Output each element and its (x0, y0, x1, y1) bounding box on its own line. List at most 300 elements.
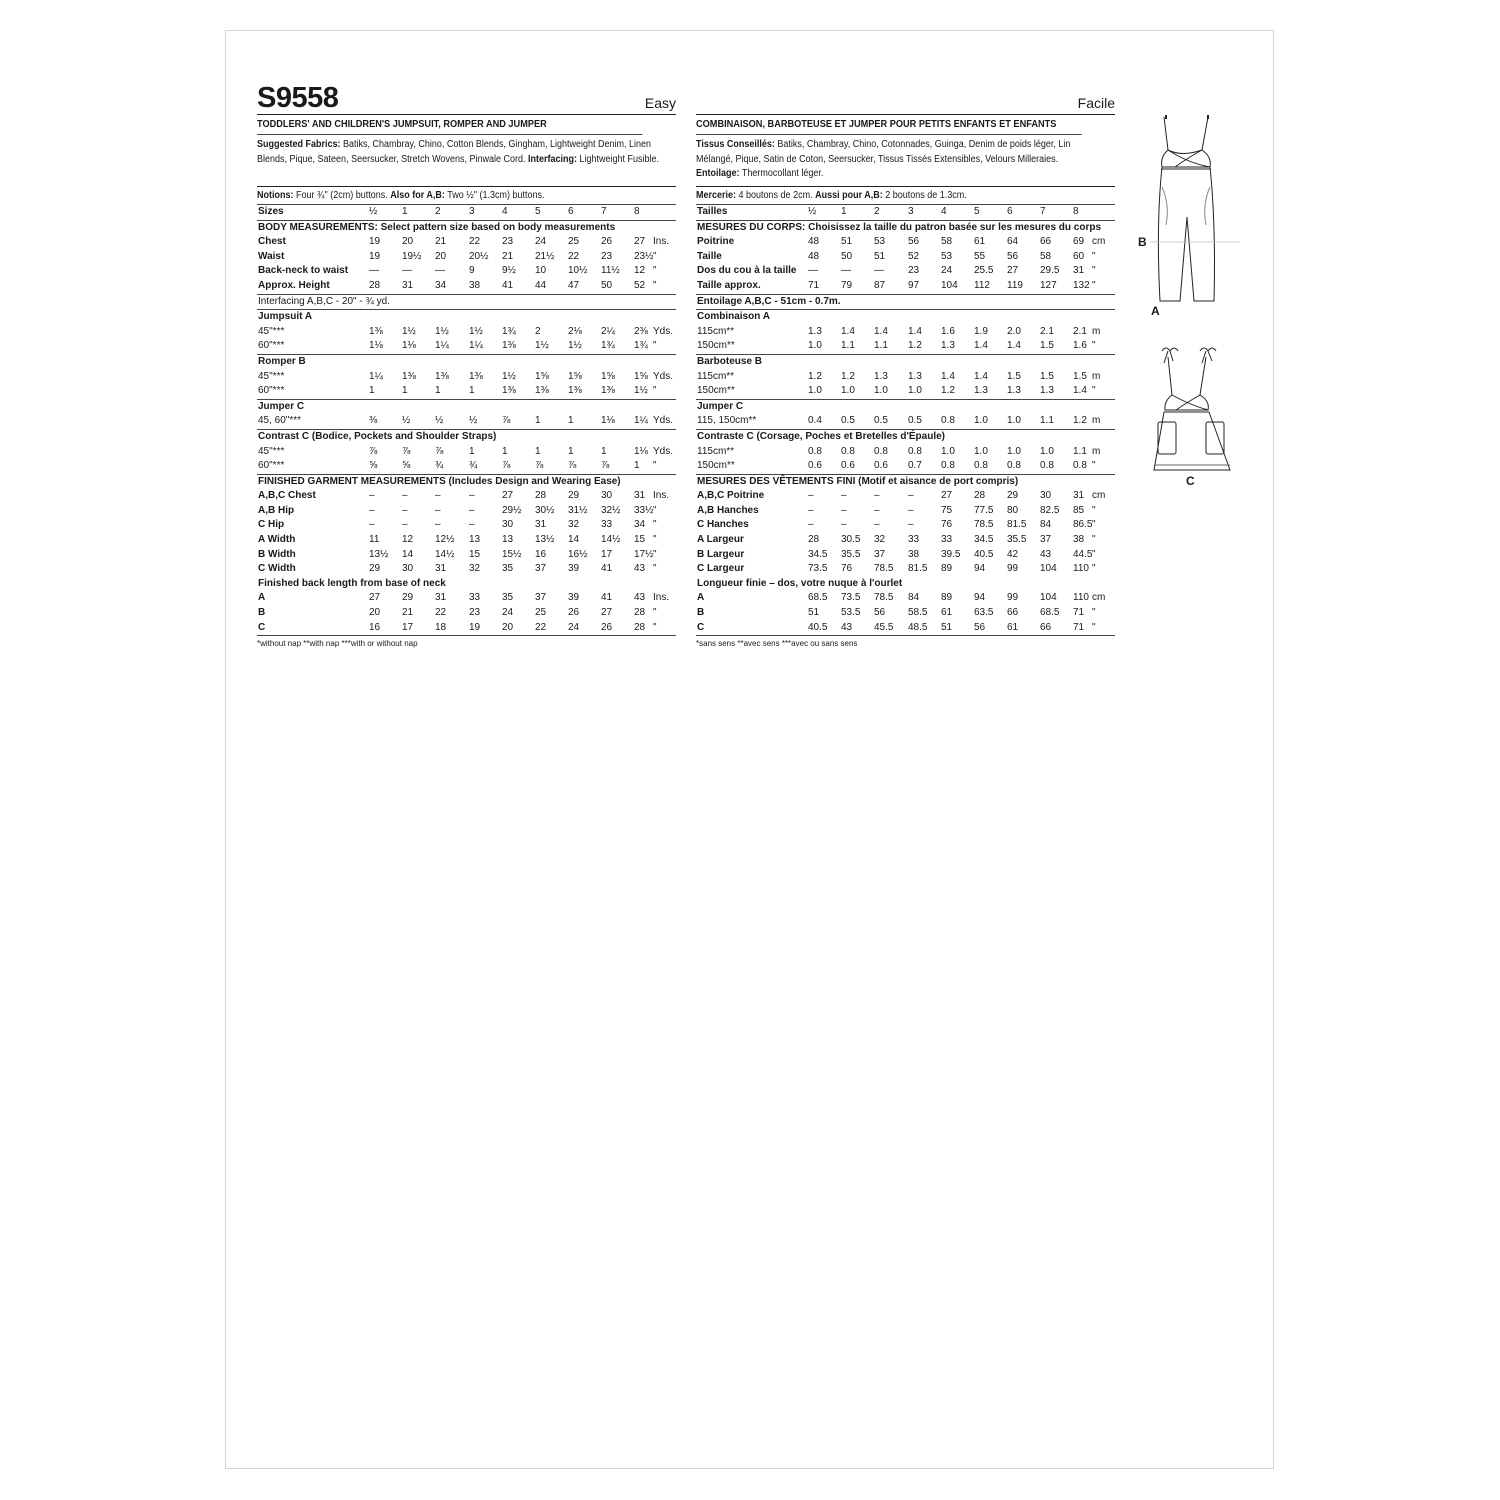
fr-table-cell: 33 (908, 534, 920, 546)
en-table-cell: – (435, 504, 441, 516)
fr-table-cell: – (874, 490, 880, 502)
fr-table-cell: 1.1 (841, 340, 855, 352)
en-table-cell: 1⅜ (601, 385, 615, 397)
fr-table-row (696, 591, 1115, 606)
fr-table-row (696, 384, 1115, 400)
en-table-cell: 28 (535, 490, 547, 502)
en-table-row (257, 533, 676, 548)
view-a-label: A (1151, 304, 1160, 318)
en-table-cell: 1 (469, 445, 475, 457)
en-table-row (257, 504, 676, 519)
en-table-cell: 33 (601, 519, 613, 531)
en-table-cell: 1¼ (634, 415, 648, 427)
en-table-cell: 1½ (502, 370, 516, 382)
fr-table-cell: 82.5 (1040, 504, 1060, 516)
fr-table-cell: 56 (974, 621, 986, 633)
en-table-unit: " (653, 534, 657, 546)
fr-table-unit: " (1092, 265, 1096, 277)
interfacing-text: Lightweight Fusible. (576, 153, 660, 165)
fr-table-row-label: C Hanches (697, 519, 749, 531)
fr-table-cell: 28 (808, 534, 820, 546)
fr-table-cell: 1.4 (841, 325, 855, 337)
en-table-cell: 21 (435, 236, 447, 248)
fr-table-cell: 31 (1073, 490, 1085, 502)
fr-table-row (696, 295, 1115, 311)
en-table-cell: 12½ (435, 534, 455, 546)
fr-table-cell: 61 (974, 236, 986, 248)
en-table-cell: 8 (634, 206, 640, 217)
fr-table-unit: " (1092, 460, 1096, 472)
en-table-cell: 44 (535, 279, 547, 291)
en-table-cell: 34 (634, 519, 646, 531)
en-table-cell: 31 (402, 279, 414, 291)
fr-table-cell: 1.4 (941, 370, 955, 382)
en-table-cell: 1⅜ (435, 370, 449, 382)
en-table-cell: 1¼ (469, 340, 483, 352)
en-table-cell: 21 (502, 250, 514, 262)
fr-table-cell: 132 (1073, 279, 1090, 291)
en-table-cell: 15 (469, 548, 481, 560)
fr-table-cell: 104 (941, 279, 958, 291)
fr-table-cell: 1.1 (1073, 445, 1087, 457)
en-table-cell: 27 (502, 490, 514, 502)
fr-table-cell: 0.8 (1073, 460, 1087, 472)
fr-table-cell: 104 (1040, 563, 1057, 575)
en-table-row-label: Chest (258, 236, 286, 248)
fr-table-cell: 0.8 (941, 415, 955, 427)
notions-also-text-fr: 2 boutons de 1.3cm. (882, 190, 967, 201)
en-table-cell: 2¼ (601, 325, 615, 337)
fr-table-cell: 32 (874, 534, 886, 546)
en-table-cell: 33½ (634, 504, 654, 516)
fr-table-cell: 94 (974, 563, 986, 575)
fr-table-cell: – (808, 519, 814, 531)
en-table-cell: ⅞ (568, 460, 577, 472)
fr-table-row-label: B (697, 607, 705, 619)
fr-table-unit: " (1092, 279, 1096, 291)
en-table-cell: 5 (535, 206, 541, 217)
en-table-cell: – (469, 519, 475, 531)
en-table-row-label: 60"*** (258, 340, 285, 352)
fr-table-cell: 1.0 (808, 340, 822, 352)
en-table-cell: 1⅜ (568, 385, 582, 397)
en-table-cell: 1 (469, 385, 475, 397)
en-table-cell: 21½ (535, 250, 555, 262)
en-table-cell: 41 (601, 592, 613, 604)
en-table-cell: 27 (601, 607, 613, 619)
en-table-unit: " (653, 607, 657, 619)
fr-table-cell: 5 (974, 206, 980, 217)
en-table-cell: 32½ (601, 504, 621, 516)
en-table-row-label: C Hip (258, 519, 285, 531)
en-table-cell: 1 (535, 415, 541, 427)
fr-table-unit: " (1092, 607, 1096, 619)
en-table-cell: 25 (535, 607, 547, 619)
en-table-cell: – (435, 519, 441, 531)
fr-table-cell: 55 (974, 250, 986, 262)
fr-table-cell: 61 (941, 607, 953, 619)
jumper-c-drawing (1154, 348, 1230, 470)
fr-table-cell: 66 (1007, 607, 1019, 619)
en-table-row (257, 591, 676, 606)
notions-also-label: Also for A,B: (390, 190, 445, 201)
fr-table-unit: " (1092, 563, 1096, 575)
fr-table-row (696, 310, 1115, 325)
fr-table-cell: 1.5 (1040, 340, 1054, 352)
en-table-cell: 43 (634, 592, 646, 604)
notions-also-label-fr: Aussi pour A,B: (815, 190, 883, 201)
fr-table-cell: 1.4 (908, 325, 922, 337)
interfacing-label-fr: Entoilage: (696, 168, 740, 179)
fr-table-cell: 1.0 (874, 385, 888, 397)
fr-table-unit: cm (1092, 490, 1106, 502)
en-table-row (257, 310, 676, 325)
fr-table-cell: 0.8 (974, 460, 988, 472)
en-table-cell: ⅝ (369, 460, 378, 472)
fr-table-cell: 73.5 (808, 563, 828, 575)
fr-table-cell: 84 (908, 592, 920, 604)
fr-table-cell: 27 (941, 490, 953, 502)
fr-table-row-label: Dos du cou à la taille (697, 265, 797, 277)
fr-table-cell: 68.5 (1040, 607, 1060, 619)
fr-table-row (696, 339, 1115, 355)
fr-table-row-label: Contraste C (Corsage, Poches et Bretelles d'Épaule) (697, 430, 946, 442)
fr-table-cell: 66 (1040, 621, 1052, 633)
en-table-unit: Ins. (653, 490, 670, 502)
en-table-unit: Yds. (653, 370, 674, 382)
en-table-row (257, 606, 676, 621)
interfacing-text-fr: Thermocollant léger. (739, 168, 824, 179)
en-table-cell: 18 (435, 621, 447, 633)
en-table-cell: 31½ (568, 504, 588, 516)
fr-table-cell: – (908, 490, 914, 502)
en-table-cell: 47 (568, 279, 580, 291)
fr-table-cell: 81.5 (908, 563, 928, 575)
en-table-row (257, 384, 676, 400)
en-table-row-label: Interfacing A,B,C - 20" - ¾ yd. (258, 295, 390, 307)
en-table-cell: 1 (535, 445, 541, 457)
fr-table-cell: 0.4 (808, 415, 822, 427)
en-table-cell: 1⅛ (601, 415, 615, 427)
fr-table-cell: 0.6 (874, 460, 888, 472)
fr-table-cell: 58 (941, 236, 953, 248)
en-table-cell: 2⅛ (568, 325, 582, 337)
en-table-row-label: FINISHED GARMENT MEASUREMENTS (Includes Design and Wearing Ease) (258, 475, 621, 487)
en-table-cell: ⅞ (402, 445, 411, 457)
en-table-cell: 1⅛ (369, 340, 383, 352)
en-table-cell: 28 (634, 621, 646, 633)
fr-table-row (696, 533, 1115, 548)
fr-table-cell: 71 (1073, 607, 1085, 619)
fr-table-row-label: 115cm** (697, 325, 735, 337)
en-table-cell: 2⅜ (634, 325, 648, 337)
en-table-cell: 22 (535, 621, 547, 633)
en-table-cell: – (369, 490, 375, 502)
fr-table-row-label: 115cm** (697, 445, 735, 457)
fr-table-cell: 1.2 (841, 370, 855, 382)
fr-table-row (696, 459, 1115, 475)
fr-table-cell: 89 (941, 592, 953, 604)
garment-illustrations (1130, 105, 1250, 505)
en-table-cell: ½ (402, 415, 411, 427)
fr-table-cell: 45.5 (874, 621, 894, 633)
en-table-row (257, 621, 676, 637)
en-table-row (257, 339, 676, 355)
fr-table-cell: 0.6 (808, 460, 822, 472)
fr-table-cell: 51 (841, 236, 853, 248)
fr-table-cell: 1.4 (874, 325, 888, 337)
en-table-cell: 20 (402, 236, 414, 248)
en-table-unit: Ins. (653, 236, 670, 248)
fr-table-row (696, 325, 1115, 340)
en-table-row-label: A,B,C Chest (258, 490, 316, 502)
fr-table-cell: 76 (841, 563, 853, 575)
fr-table-cell: 1.3 (874, 370, 888, 382)
fr-table-cell: 64 (1007, 236, 1019, 248)
fr-table-cell: 78.5 (874, 592, 894, 604)
fr-table-cell: 1.0 (1007, 415, 1021, 427)
fr-table-cell: 23 (908, 265, 920, 277)
en-table-cell: – (469, 490, 475, 502)
en-table-cell: 19 (369, 250, 381, 262)
en-table-cell: 11 (369, 534, 380, 546)
fr-table-cell: – (841, 504, 847, 516)
en-table-cell: 1½ (634, 385, 648, 397)
fr-table-cell: 3 (908, 206, 914, 217)
fr-table-cell: 7 (1040, 206, 1046, 217)
en-table-cell: ½ (435, 415, 444, 427)
en-table-cell: 13 (502, 534, 514, 546)
notions-fr (696, 187, 1115, 205)
en-table-row-label: B Width (258, 548, 296, 560)
en-table-cell: 10½ (568, 265, 588, 277)
en-table-row (257, 400, 676, 415)
en-table-cell: 1⅝ (535, 370, 549, 382)
fr-table-cell: 43 (841, 621, 853, 633)
fr-table-cell: 53 (941, 250, 953, 262)
en-table-cell: 41 (601, 563, 613, 575)
en-table-cell: 1¾ (502, 325, 516, 337)
en-table-row (257, 370, 676, 385)
fr-table-cell: 1.0 (974, 445, 988, 457)
fr-table-cell: – (874, 519, 880, 531)
en-table-row-label: 45, 60"*** (258, 415, 302, 427)
en-table-unit: " (653, 519, 657, 531)
fr-table-cell: 0.8 (1040, 460, 1054, 472)
fr-table-row (696, 504, 1115, 519)
fr-table-cell: 2 (874, 206, 880, 217)
notions-also-text: Two ½" (1.3cm) buttons. (444, 190, 545, 201)
fr-table-cell: 87 (874, 279, 886, 291)
fr-table-cell: 73.5 (841, 592, 861, 604)
fr-table-cell: 0.5 (874, 415, 888, 427)
en-table-cell: 31 (634, 490, 646, 502)
fr-table-cell: 27 (1007, 265, 1019, 277)
fr-table-row-label: C Largeur (697, 563, 745, 575)
fr-table-cell: 1.0 (908, 385, 922, 397)
fr-table-row (696, 562, 1115, 577)
fabrics-text-1: Batiks, Chambray, Chino, Cotton Blends, Gingham, Lightweight Denim, Linen (340, 139, 652, 150)
fr-table-row (696, 400, 1115, 415)
en-table-row-label: BODY MEASUREMENTS: Select pattern size based on body measurements (258, 221, 616, 233)
en-table-cell: 3 (469, 206, 475, 217)
fr-table-row-label: B Largeur (697, 548, 745, 560)
en-table-cell: 32 (568, 519, 580, 531)
fr-table-cell: 104 (1040, 592, 1057, 604)
fr-table-cell: 78.5 (874, 563, 894, 575)
en-table-cell: 14½ (435, 548, 455, 560)
fr-table-cell: – (908, 504, 914, 516)
en-table-cell: 27 (634, 236, 646, 248)
fr-table-cell: 0.8 (841, 445, 855, 457)
suggested-fabrics-fr (696, 135, 1115, 187)
fr-table-cell: 29 (1007, 490, 1019, 502)
en-table-cell: 20½ (469, 250, 489, 262)
en-table-row-label: A Width (258, 534, 296, 546)
fr-table-cell: 31 (1073, 265, 1085, 277)
fr-table-cell: 112 (974, 279, 990, 291)
en-table-cell: 30 (402, 563, 414, 575)
fr-table-cell: 1.3 (1007, 385, 1021, 397)
en-table-cell: 2 (435, 206, 441, 217)
french-header (696, 84, 1115, 115)
en-table-cell: 4 (502, 206, 508, 217)
en-table-cell: 35 (502, 563, 514, 575)
fr-table-row (696, 205, 1115, 221)
en-table-cell: 1 (634, 460, 640, 472)
en-table-row (257, 205, 676, 221)
en-table-row-label: 45"*** (258, 370, 285, 382)
en-table-cell: 30 (601, 490, 613, 502)
en-table-cell: 22 (469, 236, 481, 248)
notions-text: Four ¾" (2cm) buttons. (293, 190, 391, 201)
en-table-unit: " (653, 621, 657, 633)
fr-table-cell: 51 (941, 621, 953, 633)
en-table-row-label: Back-neck to waist (258, 265, 349, 277)
fr-table-row (696, 606, 1115, 621)
en-table-unit: " (653, 340, 657, 352)
fr-table-row-label: Poitrine (697, 236, 735, 248)
fr-table-cell: 2.1 (1073, 325, 1087, 337)
en-table-cell: 30 (502, 519, 514, 531)
en-table-cell: – (435, 490, 441, 502)
en-table-cell: 9 (469, 265, 475, 277)
en-table-cell: ⅝ (402, 460, 411, 472)
en-table-cell: 1¾ (601, 340, 615, 352)
fr-table-cell: 110 (1073, 563, 1089, 575)
en-table-cell: 11½ (601, 265, 620, 277)
en-table-cell: ¾ (469, 460, 478, 472)
en-table-cell: ⅞ (435, 445, 444, 457)
fr-table-unit: cm (1092, 592, 1106, 604)
fr-table-row-label: 150cm** (697, 340, 735, 352)
en-table-cell: 28 (634, 607, 646, 619)
fr-table-unit: cm (1092, 236, 1106, 248)
fr-table-cell: 40.5 (974, 548, 994, 560)
fr-table-cell: 37 (874, 548, 886, 560)
fr-table-row (696, 250, 1115, 265)
fr-table-row-label: MESURES DES VÊTEMENTS FINI (Motif et aisance de port compris) (697, 475, 1019, 487)
fr-table-cell: 34.5 (974, 534, 994, 546)
fr-table-row (696, 489, 1115, 504)
fr-table-row (696, 430, 1115, 445)
fr-table-row (696, 370, 1115, 385)
fr-table-unit: " (1092, 548, 1096, 560)
fr-table-row-label: Tailles (697, 206, 728, 217)
en-table-cell: 24 (535, 236, 547, 248)
en-table-row (257, 430, 676, 445)
fr-table-row-label: Taille (697, 250, 722, 262)
pattern-number: S9558 (257, 82, 339, 114)
en-table-cell: 20 (369, 607, 381, 619)
en-table-cell: 1½ (435, 325, 449, 337)
fr-table-cell: – (908, 519, 914, 531)
en-table-row (257, 489, 676, 504)
en-table-cell: ⅞ (502, 415, 511, 427)
fr-table-row (696, 548, 1115, 563)
en-table-row (257, 518, 676, 533)
fr-table-cell: – (808, 504, 814, 516)
en-table-row (257, 475, 676, 490)
en-table-cell: 1 (568, 445, 574, 457)
fr-table-unit: " (1092, 385, 1096, 397)
en-table-cell: 50 (601, 279, 613, 291)
en-table-cell: — (402, 265, 412, 277)
fr-table-cell: 48 (808, 236, 820, 248)
fr-table-row (696, 221, 1115, 236)
fr-table-cell: 29.5 (1040, 265, 1060, 277)
fr-table-cell: 2.0 (1007, 325, 1021, 337)
en-table-cell: 7 (601, 206, 607, 217)
fr-table-cell: 0.7 (908, 460, 922, 472)
en-table-cell: – (469, 504, 475, 516)
fr-table-row-label: Barboteuse B (697, 355, 763, 367)
en-table-cell: – (369, 504, 375, 516)
fr-table-cell: 119 (1007, 279, 1023, 291)
fr-table-cell: 48 (808, 250, 820, 262)
en-table-cell: 19 (369, 236, 381, 248)
en-table-unit: " (653, 265, 657, 277)
en-table-cell: 14 (402, 548, 414, 560)
fr-table-cell: 99 (1007, 563, 1019, 575)
fr-table-cell: 38 (1073, 534, 1085, 546)
fr-table-cell: 1.2 (808, 370, 822, 382)
fr-table-cell: 33 (941, 534, 953, 546)
en-table-cell: 29½ (502, 504, 522, 516)
en-table-row (257, 414, 676, 430)
fr-table-row-label: A,B,C Poitrine (697, 490, 765, 502)
fr-table-cell: 1.4 (1007, 340, 1021, 352)
fr-table-row-label: 115cm** (697, 370, 735, 382)
en-table-unit: Yds. (653, 445, 674, 457)
fr-table-row-label: 150cm** (697, 460, 735, 472)
en-table-cell: 1 (568, 415, 574, 427)
footnote-fr: *sans sens **avec sens ***avec ou sans sens (696, 639, 858, 649)
en-table-cell: 1⅜ (502, 340, 516, 352)
en-table-cell: 29 (568, 490, 580, 502)
en-table-cell: – (402, 519, 408, 531)
en-table-cell: 12 (402, 534, 414, 546)
en-table-row (257, 279, 676, 295)
en-table-row (257, 325, 676, 340)
fr-table-cell: 28 (974, 490, 986, 502)
difficulty-level: Easy (644, 95, 676, 111)
en-table-row-label: Contrast C (Bodice, Pockets and Shoulder Straps) (258, 430, 497, 442)
en-table-cell: 39 (568, 563, 580, 575)
fr-table-cell: 34.5 (808, 548, 828, 560)
view-b-label: B (1138, 235, 1147, 249)
fr-table-unit: m (1092, 370, 1101, 382)
